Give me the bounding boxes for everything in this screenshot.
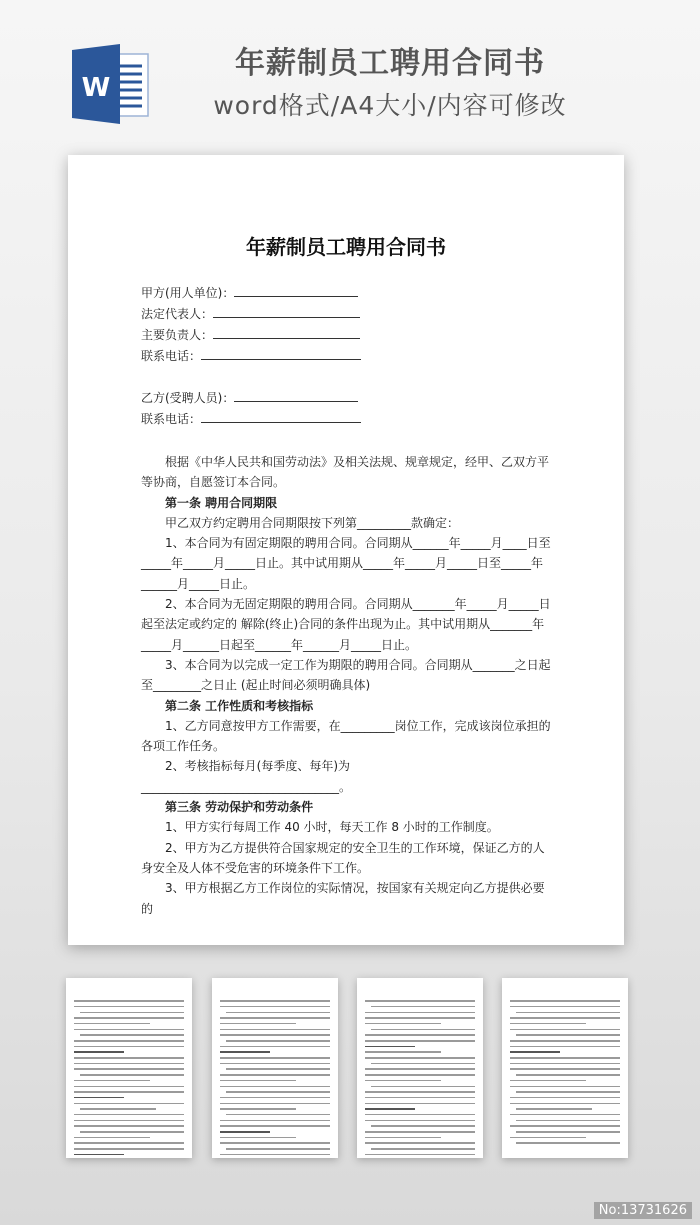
thumbnail-text-line (220, 1142, 330, 1144)
page-thumbnail-4 (357, 978, 483, 1158)
thumbnail-text-line (371, 1086, 475, 1088)
thumbnail-text-line (74, 1068, 184, 1070)
thumbnail-top-margin (66, 978, 192, 996)
word-document-icon (68, 42, 152, 126)
thumbnail-text-line (74, 1154, 124, 1156)
thumbnail-text-line (510, 1103, 620, 1105)
thumbnail-text-line (365, 1034, 475, 1036)
thumbnail-text-line (365, 1091, 475, 1093)
thumbnail-text-line (510, 1040, 620, 1042)
thumbnail-text-line (510, 1063, 620, 1065)
thumbnail-text-line (516, 1131, 620, 1133)
thumbnail-text-line (74, 1063, 184, 1065)
thumbnail-text-line (510, 1029, 620, 1031)
thumbnail-text-line (74, 1114, 184, 1116)
thumbnail-text-line (80, 1034, 184, 1036)
party-b-phone-label: 联系电话： (141, 412, 202, 426)
fill-line (213, 328, 360, 339)
thumbnail-text-line (365, 1023, 441, 1025)
contract-body (141, 452, 551, 919)
thumbnail-text-line (220, 1006, 330, 1008)
party-b-phone-field (141, 412, 361, 426)
thumbnail-text-line (365, 1012, 475, 1014)
thumbnail-text-line (220, 1023, 296, 1025)
thumbnail-text-line (220, 1108, 296, 1110)
thumbnail-text-line (80, 1131, 184, 1133)
thumbnail-text-line (220, 1063, 330, 1065)
thumbnail-text-line (226, 1091, 330, 1093)
thumbnail-text-line (365, 1040, 475, 1042)
fill-line (201, 349, 361, 360)
paragraph: 1、甲方实行每周工作 40 小时，每天工作 8 小时的工作制度。 (165, 820, 499, 835)
thumbnail-text-line (365, 1154, 475, 1156)
thumbnail-text-line (365, 1046, 415, 1048)
thumbnail-text-line (74, 1040, 184, 1042)
page-thumbnail-3 (212, 978, 338, 1158)
thumbnail-text-line (220, 1057, 330, 1059)
party-a-phone-label: 联系电话： (141, 349, 202, 363)
thumbnail-text-line (516, 1012, 620, 1014)
thumbnail-text-line (74, 1000, 184, 1002)
thumbnail-text-line (74, 1080, 150, 1082)
thumbnail-top-margin (357, 978, 483, 996)
thumbnail-text-line (220, 1154, 330, 1156)
word-icon-letter: W (81, 73, 111, 103)
paragraph: 3、甲方根据乙方工作岗位的实际情况，按国家有关规定向乙方提供必要的 (141, 881, 545, 916)
thumbnail-text-line (226, 1040, 330, 1042)
thumbnail-text-line (365, 1000, 475, 1002)
paragraph: 1、乙方同意按甲方工作需要，在_________岗位工作，完成该岗位承担的各项工作任务。 (141, 718, 551, 754)
thumbnail-text-line (220, 1046, 330, 1048)
principal-field (141, 328, 360, 342)
party-a-employer-label: 甲方(用人单位)： (141, 286, 235, 300)
thumbnail-text-line (365, 1114, 475, 1116)
image-number-label: No:13731626 (594, 1202, 692, 1219)
article-3-heading: 第三条 劳动保护和劳动条件 (165, 800, 314, 815)
legal-representative-field (141, 307, 360, 321)
fill-line (234, 391, 358, 402)
thumbnail-text-line (74, 1091, 184, 1093)
article-1-heading: 第一条 聘用合同期限 (165, 495, 278, 510)
thumbnail-text-line (510, 1086, 620, 1088)
thumbnail-text-line (365, 1017, 475, 1019)
fill-line (234, 286, 358, 297)
thumbnail-text-line (516, 1034, 620, 1036)
thumbnail-text-line (371, 1006, 475, 1008)
thumbnail-text-line (220, 1034, 330, 1036)
thumbnail-text-line (74, 1137, 150, 1139)
header-title: 年薪制员工聘用合同书 (235, 46, 545, 81)
thumbnail-text-line (74, 1086, 184, 1088)
thumbnail-text-line (365, 1068, 475, 1070)
thumbnail-text-line (510, 1114, 620, 1116)
thumbnail-text-line (365, 1051, 441, 1053)
thumbnail-text-line (80, 1012, 184, 1014)
thumbnail-text-line (516, 1091, 620, 1093)
page-thumbnail-5 (502, 978, 628, 1158)
thumbnail-text-line (220, 1131, 270, 1133)
thumbnail-text-line (510, 1046, 620, 1048)
thumbnail-text-line (220, 1017, 330, 1019)
thumbnail-text-line (365, 1057, 475, 1059)
thumbnail-text-line (365, 1142, 475, 1144)
thumbnail-text-line (510, 1137, 586, 1139)
thumbnail-text-line (220, 1051, 270, 1053)
thumbnail-text-line (74, 1023, 150, 1025)
page-thumbnail-2 (66, 978, 192, 1158)
thumbnail-text-line (220, 1029, 330, 1031)
thumbnail-text-line (80, 1108, 156, 1110)
thumbnail-text-line (220, 1103, 330, 1105)
paragraph: 2、本合同为无固定期限的聘用合同。合同期从_______年_____月_____日起至法定或约定的 解除(终止)合同的条件出现为止。其中试用期从_______年_____月______日起至______年______月_____日止。 (141, 597, 551, 652)
thumbnail-text-line (365, 1080, 441, 1082)
thumbnail-text-line (365, 1137, 441, 1139)
thumbnail-text-line (516, 1074, 620, 1076)
thumbnail-text-line (510, 1068, 620, 1070)
thumbnail-text-line (365, 1120, 475, 1122)
thumbnail-top-margin (502, 978, 628, 996)
principal-label: 主要负责人： (141, 328, 214, 342)
thumbnail-text-line (510, 1023, 586, 1025)
header-subtitle: word格式/A4大小/内容可修改 (213, 91, 567, 120)
document-title: 年薪制员工聘用合同书 (246, 235, 446, 259)
thumbnail-text-line (516, 1120, 620, 1122)
thumbnail-text-line (74, 1051, 124, 1053)
thumbnail-text-line (74, 1029, 184, 1031)
thumbnail-text-line (74, 1142, 184, 1144)
party-b-employee-field (141, 391, 358, 405)
thumbnail-text-line (365, 1097, 475, 1099)
thumbnail-text-line (220, 1125, 330, 1127)
thumbnail-text-line (220, 1000, 330, 1002)
thumbnail-text-line (74, 1097, 124, 1099)
thumbnail-text-line (510, 1051, 560, 1053)
thumbnail-text-line (510, 1125, 620, 1127)
party-a-phone-field (141, 349, 361, 363)
paragraph: 2、甲方为乙方提供符合国家规定的安全卫生的工作环境，保证乙方的人身安全及人体不受危害的环境条件下工作。 (141, 840, 545, 875)
thumbnail-text-line (365, 1131, 475, 1133)
thumbnail-text-line (371, 1029, 475, 1031)
legal-representative-label: 法定代表人： (141, 307, 214, 321)
thumbnail-text-line (226, 1114, 330, 1116)
thumbnail-text-line (516, 1108, 592, 1110)
thumbnail-text-line (226, 1148, 330, 1150)
thumbnail-text-line (74, 1103, 184, 1105)
paragraph: 1、本合同为有固定期限的聘用合同。合同期从______年_____月____日至_____年_____月_____日止。其中试用期从_____年_____月_____日至_____年______月_____日止。 (141, 536, 551, 591)
fill-line (213, 307, 360, 318)
thumbnail-text-line (80, 1074, 184, 1076)
thumbnail-text-line (365, 1108, 415, 1110)
thumbnail-text-line (220, 1137, 296, 1139)
thumbnail-text-line (510, 1057, 620, 1059)
thumbnail-text-line (226, 1012, 330, 1014)
thumbnail-text-line (74, 1120, 184, 1122)
thumbnail-text-line (74, 1046, 184, 1048)
thumbnail-top-margin (212, 978, 338, 996)
thumbnail-text-line (220, 1097, 330, 1099)
thumbnail-text-line (74, 1148, 184, 1150)
thumbnail-text-line (365, 1074, 475, 1076)
fill-line (201, 412, 361, 423)
thumbnail-text-line (510, 1097, 620, 1099)
thumbnail-text-line (74, 1017, 184, 1019)
thumbnail-text-line (510, 1006, 620, 1008)
paragraph: 2、考核指标每月(每季度、每年)为_________________________________。 (141, 759, 352, 794)
thumbnail-text-line (510, 1080, 586, 1082)
article-2-heading: 第二条 工作性质和考核指标 (165, 698, 314, 713)
party-b-employee-label: 乙方(受聘人员)： (141, 391, 235, 405)
thumbnail-text-line (74, 1006, 184, 1008)
thumbnail-text-line (220, 1080, 296, 1082)
paragraph-preamble: 根据《中华人民共和国劳动法》及相关法规、规章规定，经甲、乙双方平等协商，自愿签订本合同。 (141, 455, 550, 490)
thumbnail-text-line (371, 1125, 475, 1127)
thumbnail-text-line (510, 1000, 620, 1002)
thumbnail-text-line (74, 1125, 184, 1127)
thumbnail-text-line (365, 1103, 475, 1105)
paragraph: 3、本合同为以完成一定工作为期限的聘用合同。合同期从_______之日起至________之日止 (起止时间必须明确具体) (141, 657, 551, 693)
thumbnail-text-line (74, 1057, 184, 1059)
thumbnail-text-line (510, 1017, 620, 1019)
thumbnail-text-line (371, 1063, 475, 1065)
thumbnail-text-line (220, 1074, 330, 1076)
party-a-employer-field (141, 286, 358, 300)
thumbnail-text-line (516, 1142, 620, 1144)
thumbnail-text-line (220, 1086, 330, 1088)
thumbnail-text-line (220, 1120, 330, 1122)
paragraph: 甲乙双方约定聘用合同期限按下列第_________款确定： (165, 515, 460, 530)
thumbnail-text-line (371, 1148, 475, 1150)
document-page (68, 155, 624, 945)
thumbnail-text-line (226, 1068, 330, 1070)
